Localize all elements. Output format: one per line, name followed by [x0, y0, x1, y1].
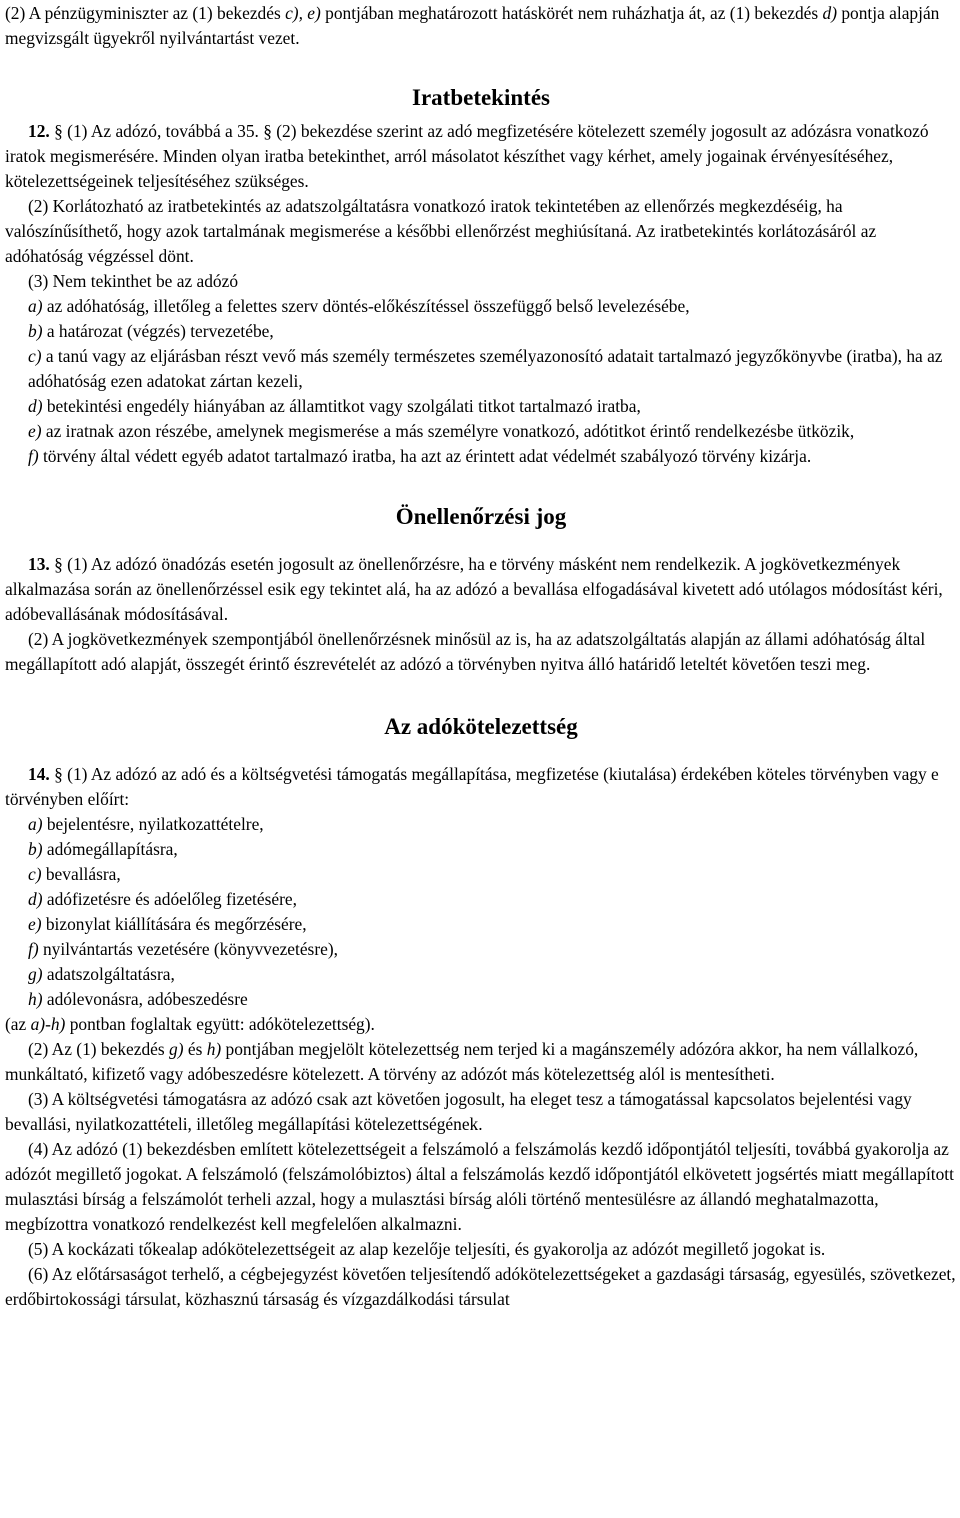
- document-page: [5, 0, 957, 1312]
- list-item: d) betekintési engedély hiányában az államtitkot vagy szolgálati titkot tartalmazó iratba,: [28, 396, 641, 416]
- paragraph-14-5: (5) A kockázati tőkealap adókötelezettségeit az alap kezelője teljesíti, és gyakorolja az adózót megillető jogokat is.: [28, 1239, 826, 1259]
- list-item: b) a határozat (végzés) tervezetébe,: [28, 321, 274, 341]
- paragraph-14-summary: (az a)-h) pontban foglaltak együtt: adókötelezettség).: [5, 1014, 375, 1034]
- list-item: h) adólevonásra, adóbeszedésre: [28, 989, 248, 1009]
- paragraph-13-1: 13. § (1) Az adózó önadózás esetén jogosult az önellenőrzésre, ha e törvény másként nem rendelkezik. A jogkövetkezmények alkalmazása során az önellenőrzéssel esik egy tekintet alá, ha az adózó a bevallása elfogadásával kivetett adó utólagos módosítást kéri, adóbevallásának módosításával.: [5, 554, 943, 624]
- paragraph-12-2: (2) Korlátozható az iratbetekintés az adatszolgáltatásra vonatkozó iratok tekintetében az ellenőrzés megkezdéséig, ha valószínűsíthető, hogy azok tartalmának megismerése a későbbi ellenőrzést meghiúsítaná. Az iratbetekintés korlátozásáról az adóhatóság végzéssel dönt.: [5, 196, 877, 266]
- section-heading-13: Önellenőrzési jog: [395, 504, 567, 529]
- list-item: f) törvény által védett egyéb adatot tartalmazó iratba, ha azt az érintett adat védelmét szabályozó törvény kizárja.: [28, 446, 812, 466]
- list-item: e) az iratnak azon részébe, amelynek megismerése a más személyre vonatkozó, adótitkot érintő rendelkezésbe ütközik,: [28, 421, 855, 441]
- list-item: d) adófizetésre és adóelőleg fizetésére,: [28, 889, 297, 909]
- list-item: c) bevallásra,: [28, 864, 121, 884]
- paragraph-12-1: 12. § (1) Az adózó, továbbá a 35. § (2) bekezdése szerint az adó megfizetésére kötelezett személy jogosult az adózásra vonatkozó iratok megismerésére. Minden olyan iratba betekinthet, arról másolatot készíthet vagy kérhet, amely jogainak érvényesítéséhez, kötelezettségeinek teljesítéséhez szükséges.: [5, 121, 929, 191]
- paragraph-11-2: (2) A pénzügyminiszter az (1) bekezdés c), e) pontjában meghatározott hatáskörét nem ruházhatja át, az (1) bekezdés d) pontja alapján megvizsgált ügyekről nyilvántartást vezet.: [5, 3, 940, 48]
- paragraph-13-2: (2) A jogkövetkezmények szempontjából önellenőrzésnek minősül az is, ha az adatszolgáltatás alapján az állami adóhatóság által megállapított adó alapját, összegét érintő észrevételét az adózó a törvényben nyitva álló határidő leteltét követően teszi meg.: [5, 629, 926, 674]
- paragraph-14-1: 14. § (1) Az adózó az adó és a költségvetési támogatás megállapítása, megfizetése (kiutalása) érdekében köteles törvényben vagy e törvényben előírt:: [5, 764, 939, 809]
- list-item: a) az adóhatóság, illetőleg a felettes szerv döntés-előkészítéssel összefüggő belső levelezésébe,: [28, 296, 690, 316]
- list-item: a) bejelentésre, nyilatkozattételre,: [28, 814, 264, 834]
- list-item: c) a tanú vagy az eljárásban részt vevő más személy természetes személyazonosító adatait tartalmazó jegyzőkönyvbe (iratba), ha az adóhatóság ezen adatokat zártan kezeli,: [28, 346, 943, 391]
- paragraph-12-3: (3) Nem tekinthet be az adózó: [28, 271, 239, 291]
- list-item: e) bizonylat kiállítására és megőrzésére,: [28, 914, 307, 934]
- paragraph-14-2: (2) Az (1) bekezdés g) és h) pontjában megjelölt kötelezettség nem terjed ki a magánszemély adózóra akkor, ha nem vállalkozó, munkáltató, kifizető vagy adóbeszedésre kötelezett. A törvény az adózót más kötelezettség alól is mentesítheti.: [5, 1039, 919, 1084]
- paragraph-14-4: (4) Az adózó (1) bekezdésben említett kötelezettségeit a felszámoló a felszámolás kezdő időpontjától teljesíti, továbbá gyakorolja az adózót megillető jogokat. A felszámoló (felszámolóbiztos) által a felszámolás kezdő időpontjától elkövetett jogsértés miatt megállapított mulasztási bírság a felszámolót terheli azzal, hogy a mulasztási bírság alóli történő mentesülésre az állandó meghatalmazotta, megbízottra vonatkozó rendelkezést kell megfelelően alkalmazni.: [5, 1139, 954, 1234]
- paragraph-14-3: (3) A költségvetési támogatásra az adózó csak azt követően jogosult, ha eleget tesz a támogatással kapcsolatos bejelentési vagy bevallási, nyilatkozattételi, illetőleg megállapítási kötelezettségének.: [5, 1089, 912, 1134]
- list-item: f) nyilvántartás vezetésére (könyvvezetésre),: [28, 939, 338, 959]
- list-item: b) adómegállapításra,: [28, 839, 178, 859]
- paragraph-14-6: (6) Az előtársaságot terhelő, a cégbejegyzést követően teljesítendő adókötelezettségeket a gazdasági társaság, egyesülés, szövetkezet, erdőbirtokossági társulat, közhasznú társaság és vízgazdálkodási társulat: [5, 1264, 956, 1309]
- section-heading-12: Iratbetekintés: [412, 85, 550, 110]
- list-item: g) adatszolgáltatásra,: [28, 964, 175, 984]
- section-heading-14: Az adókötelezettség: [384, 714, 578, 739]
